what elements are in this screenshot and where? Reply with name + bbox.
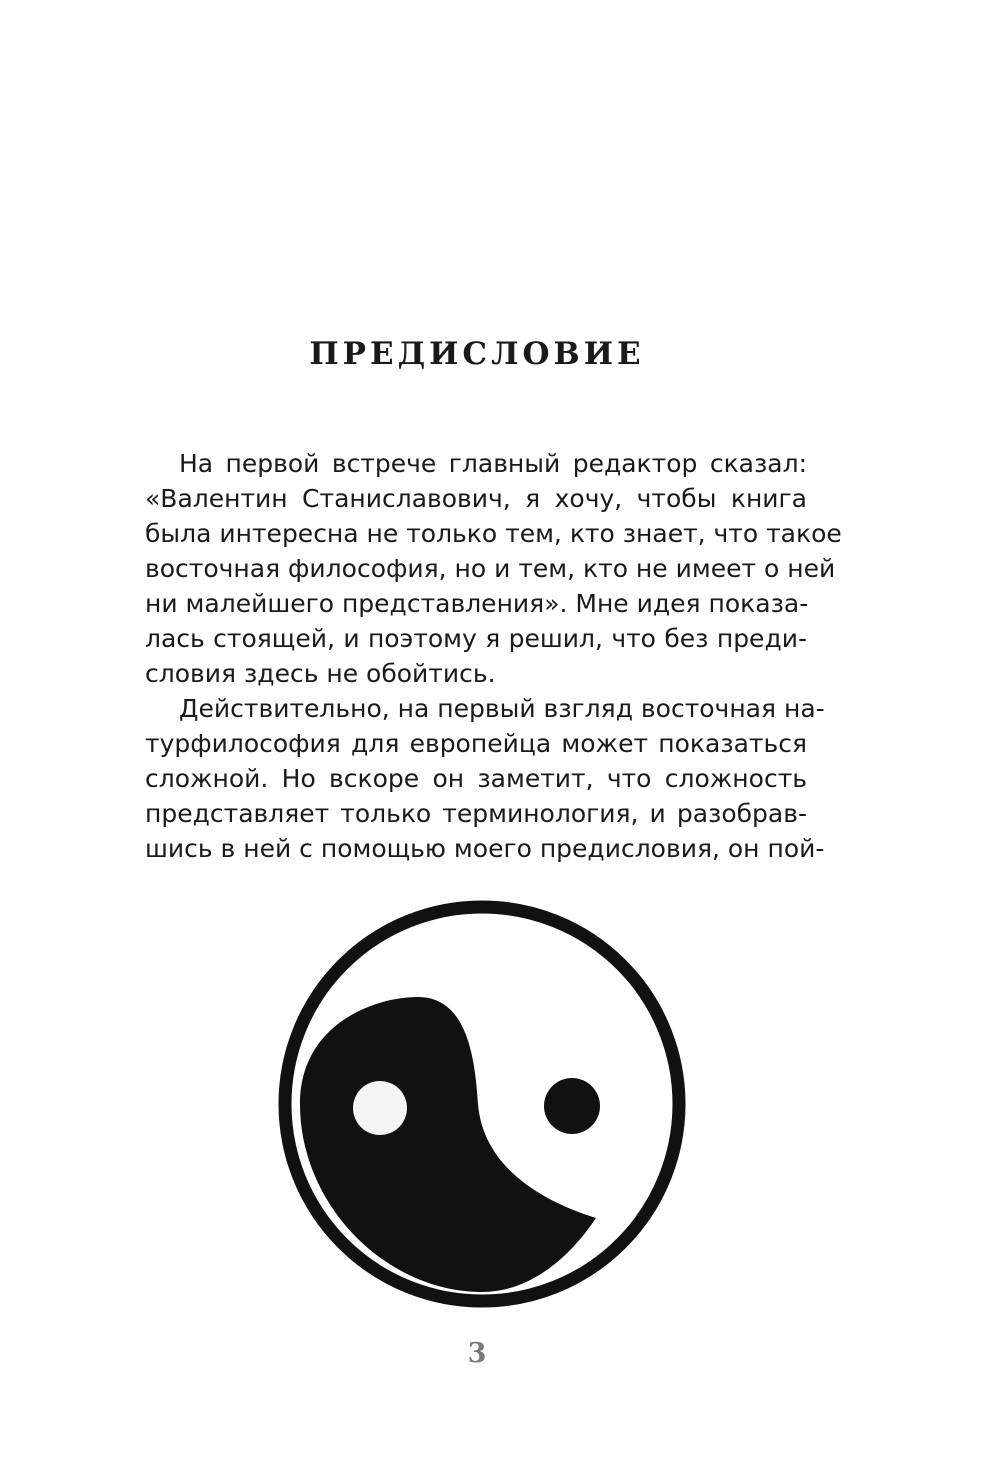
paragraph-1-line-5: ни малейшего представления». Мне идея показа- [145,589,809,618]
chapter-title: ПРЕДИСЛОВИЕ [309,336,645,372]
paragraph-1-line-6: лась стоящей, и поэтому я решил, что без преди- [145,624,807,653]
body-text [145,446,842,866]
paragraph-2-line-3: сложной. Но вскоре он заметит, что сложность [145,764,807,793]
paragraph-2-line-4: представляет только терминология, и разобрав- [145,799,807,828]
paragraph-1-line-4: восточная философия, но и тем, кто не имеет о ней [145,554,836,583]
paragraph-1-line-1: На первой встрече главный редактор сказал: [179,449,807,478]
paragraph-2-line-1: Действительно, на первый взгляд восточная на- [179,694,825,723]
page-number: 3 [467,1338,487,1369]
yang-dark-dot [544,1078,600,1134]
paragraph-1-line-2: «Валентин Станиславович, я хочу, чтобы книга [145,484,807,513]
yin-light-dot [353,1081,407,1135]
paragraph-2-line-2: турфилософия для европейца может показаться [145,729,807,758]
paragraph-1-line-7: словия здесь не обойтись. [145,659,496,688]
yin-yang-icon [278,900,686,1308]
paragraph-1-line-3: была интересна не только тем, кто знает, что такое [145,519,842,548]
paragraph-2-line-5: шись в ней с помощью моего предисловия, он пой- [145,834,825,863]
